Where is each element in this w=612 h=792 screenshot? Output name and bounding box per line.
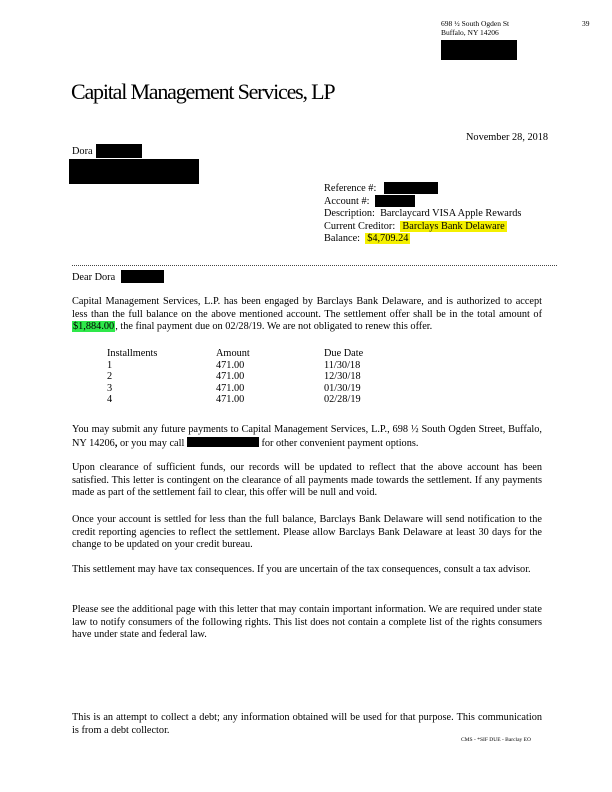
letter-date: November 28, 2018 (466, 132, 549, 143)
payment-text-mid: or you may call (117, 437, 187, 449)
page-number: 39 (582, 19, 590, 28)
debt-collector-notice: This is an attempt to collect a debt; any information obtained will be used for that purpose. This communication is from a debt collector. (72, 712, 542, 736)
clearance-paragraph: Upon clearance of sufficient funds, our records will be updated to reflect that the above account has been satisfied. This letter is contingent on the clearance of all payments made towards the settlement. If any payments made as part of the settlement fail to clear, this offer will be null and void. (72, 462, 542, 499)
table-row (107, 383, 363, 395)
table-cell: 02/28/19 (324, 394, 361, 406)
dotted-divider (72, 265, 557, 266)
column-header: Installments (107, 348, 158, 359)
credit-reporting-paragraph: Once your account is settled for less than the full balance, Barclays Bank Delaware will send notification to the credit reporting agencies to reflect the settlement. Please allow Barclays Bank Delaware at least 30 days for the change to be updated on your credit bureau. (72, 514, 542, 551)
redaction-box (69, 159, 199, 184)
table-row (107, 360, 363, 372)
settlement-text-after: , the final payment due on 02/28/19. We are not obligated to renew this offer. (115, 321, 433, 333)
recipient-first-name: Dora (72, 146, 93, 157)
redaction-box (384, 182, 438, 194)
footer-code: CMS - *SIF DUE - Barclay EO (461, 737, 531, 743)
creditor-value: Barclays Bank Delaware (402, 220, 505, 232)
payment-text-after: for other convenient payment options. (258, 437, 419, 449)
balance-label: Balance: (324, 233, 361, 245)
description-value: Barclaycard VISA Apple Rewards (380, 208, 522, 220)
table-cell: 4 (107, 394, 113, 406)
redaction-box (375, 195, 415, 207)
address-line-2: Buffalo, NY 14206 (441, 28, 499, 37)
salutation: Dear Dora (72, 272, 116, 283)
table-cell: 471.00 (216, 359, 245, 371)
tax-paragraph: This settlement may have tax consequences. If you are uncertain of the tax consequences, consult a tax advisor. (72, 564, 531, 575)
column-header: Amount (216, 348, 250, 359)
payment-bold-comma: , (114, 437, 118, 449)
table-cell: 12/30/18 (324, 371, 361, 383)
description-label: Description: (324, 208, 375, 220)
balance-value: $4,709.24 (367, 233, 409, 245)
table-header-row (107, 348, 363, 360)
redaction-box (121, 270, 164, 283)
table-cell: 11/30/18 (324, 359, 361, 371)
table-row (107, 371, 363, 383)
table-cell: 3 (107, 382, 113, 394)
account-label: Account #: (324, 195, 370, 207)
installments-table (107, 348, 363, 406)
table-cell: 471.00 (216, 394, 245, 406)
settlement-amount: $1,884.00 (73, 321, 115, 333)
table-cell: 471.00 (216, 382, 245, 394)
company-name: Capital Management Services, LP (71, 79, 335, 104)
table-cell: 2 (107, 371, 113, 383)
table-row (107, 394, 363, 406)
table-cell: 1 (107, 359, 113, 371)
redaction-box (96, 144, 142, 158)
payment-paragraph (72, 424, 542, 450)
table-cell: 471.00 (216, 371, 245, 383)
redaction-box (441, 40, 517, 60)
creditor-label: Current Creditor: (324, 220, 396, 232)
payment-text-before: You may submit any future payments to Capital Management Services, L.P., 698 ½ South Ogden Street, Buffalo, NY 14206 (72, 424, 542, 449)
address-line-1: 698 ½ South Ogden St (441, 19, 510, 28)
rights-paragraph: Please see the additional page with this letter that may contain important information. We are required under state law to notify consumers of the following rights. This list does not contain a complete list of the rights consumers have under state and federal law. (72, 604, 542, 641)
settlement-text-before: Capital Management Services, L.P. has been engaged by Barclays Bank Delaware, and is authorized to accept less than the full balance on the above mentioned account. The settlement offer shall be in the total amount of (72, 296, 542, 320)
settlement-paragraph (72, 296, 542, 334)
table-cell: 01/30/19 (324, 382, 361, 394)
reference-label: Reference #: (324, 183, 377, 194)
redaction-box (187, 437, 259, 447)
column-header: Due Date (324, 348, 364, 359)
sender-address (441, 19, 509, 37)
